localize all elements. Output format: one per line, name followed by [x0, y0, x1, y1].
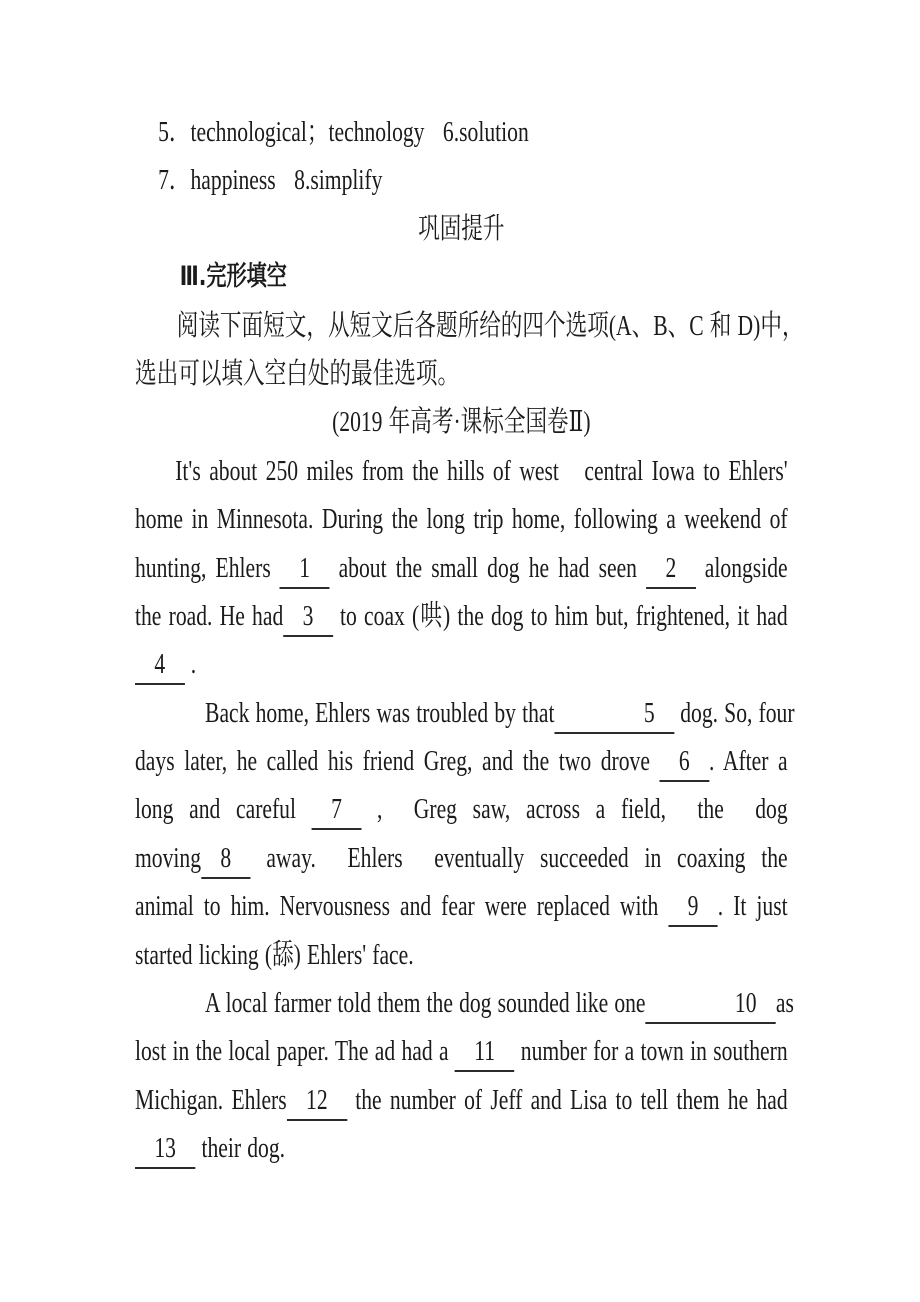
text-line: 选出可以填入空白处的最佳选项。	[135, 357, 460, 390]
passage-paragraph-2	[135, 689, 795, 979]
blank-10: 10	[646, 985, 776, 1024]
text-line: the road. He had 3 to coax (哄) the dog to him but, frightened, it had	[135, 592, 788, 640]
text-line: animal to him. Nervousness and fear were replaced with 9 . It just	[135, 882, 788, 930]
exercise-heading: Ⅲ.完形填空	[179, 261, 287, 293]
passage-paragraph-3	[135, 979, 795, 1173]
text-line: long and careful 7 , Greg saw, across a field, the dog	[135, 785, 788, 833]
exam-source-line: (2019 年高考·课标全国卷Ⅱ)	[332, 406, 591, 439]
blank-13: 13	[135, 1130, 195, 1169]
text-line: A local farmer told them the dog sounded like one 10 as	[135, 979, 788, 1027]
text-line: 5．technological；technology 6.solution	[158, 116, 529, 148]
passage-paragraph-1	[135, 447, 795, 689]
text-line: days later, he called his friend Greg, and the two drove 6 . After a	[135, 737, 788, 785]
text-line: home in Minnesota. During the long trip home, following a weekend of	[135, 503, 788, 536]
blank-2: 2	[646, 550, 696, 589]
text-line: Back home, Ehlers was troubled by that 5 dog. So, four	[135, 689, 788, 737]
text-line: hunting, Ehlers 1 about the small dog he had seen 2 alongside	[135, 544, 788, 592]
section-banner: 巩固提升	[418, 212, 505, 245]
answer-key-list	[135, 108, 795, 205]
blank-11: 11	[455, 1033, 515, 1072]
blank-6: 6	[660, 743, 710, 782]
text-line: Michigan. Ehlers 12 the number of Jeff and Lisa to tell them he had	[135, 1076, 788, 1124]
text-line: 4 .	[135, 640, 788, 688]
text-line: started licking (舔) Ehlers' face.	[135, 938, 414, 971]
text-line: lost in the local paper. The ad had a 11 number for a town in southern	[135, 1027, 788, 1075]
blank-4: 4	[135, 646, 185, 685]
blank-7: 7	[312, 791, 362, 830]
blank-3: 3	[283, 598, 333, 637]
blank-8: 8	[201, 840, 251, 879]
blank-12: 12	[287, 1082, 347, 1121]
text-line: moving 8 away. Ehlers eventually succeeded in coaxing the	[135, 834, 788, 882]
blank-5: 5	[555, 695, 675, 734]
instructions-paragraph	[135, 302, 804, 399]
blank-1: 1	[280, 550, 330, 589]
text-line: 7．happiness 8.simplify	[158, 164, 383, 197]
text-line: 阅读下面短文，从短文后各题所给的四个选项(A、B、C 和 D)中，	[176, 309, 804, 342]
text-line: 13 their dog.	[135, 1124, 788, 1172]
text-line: It's about 250 miles from the hills of west central Iowa to Ehlers'	[175, 454, 788, 487]
blank-9: 9	[668, 888, 718, 927]
